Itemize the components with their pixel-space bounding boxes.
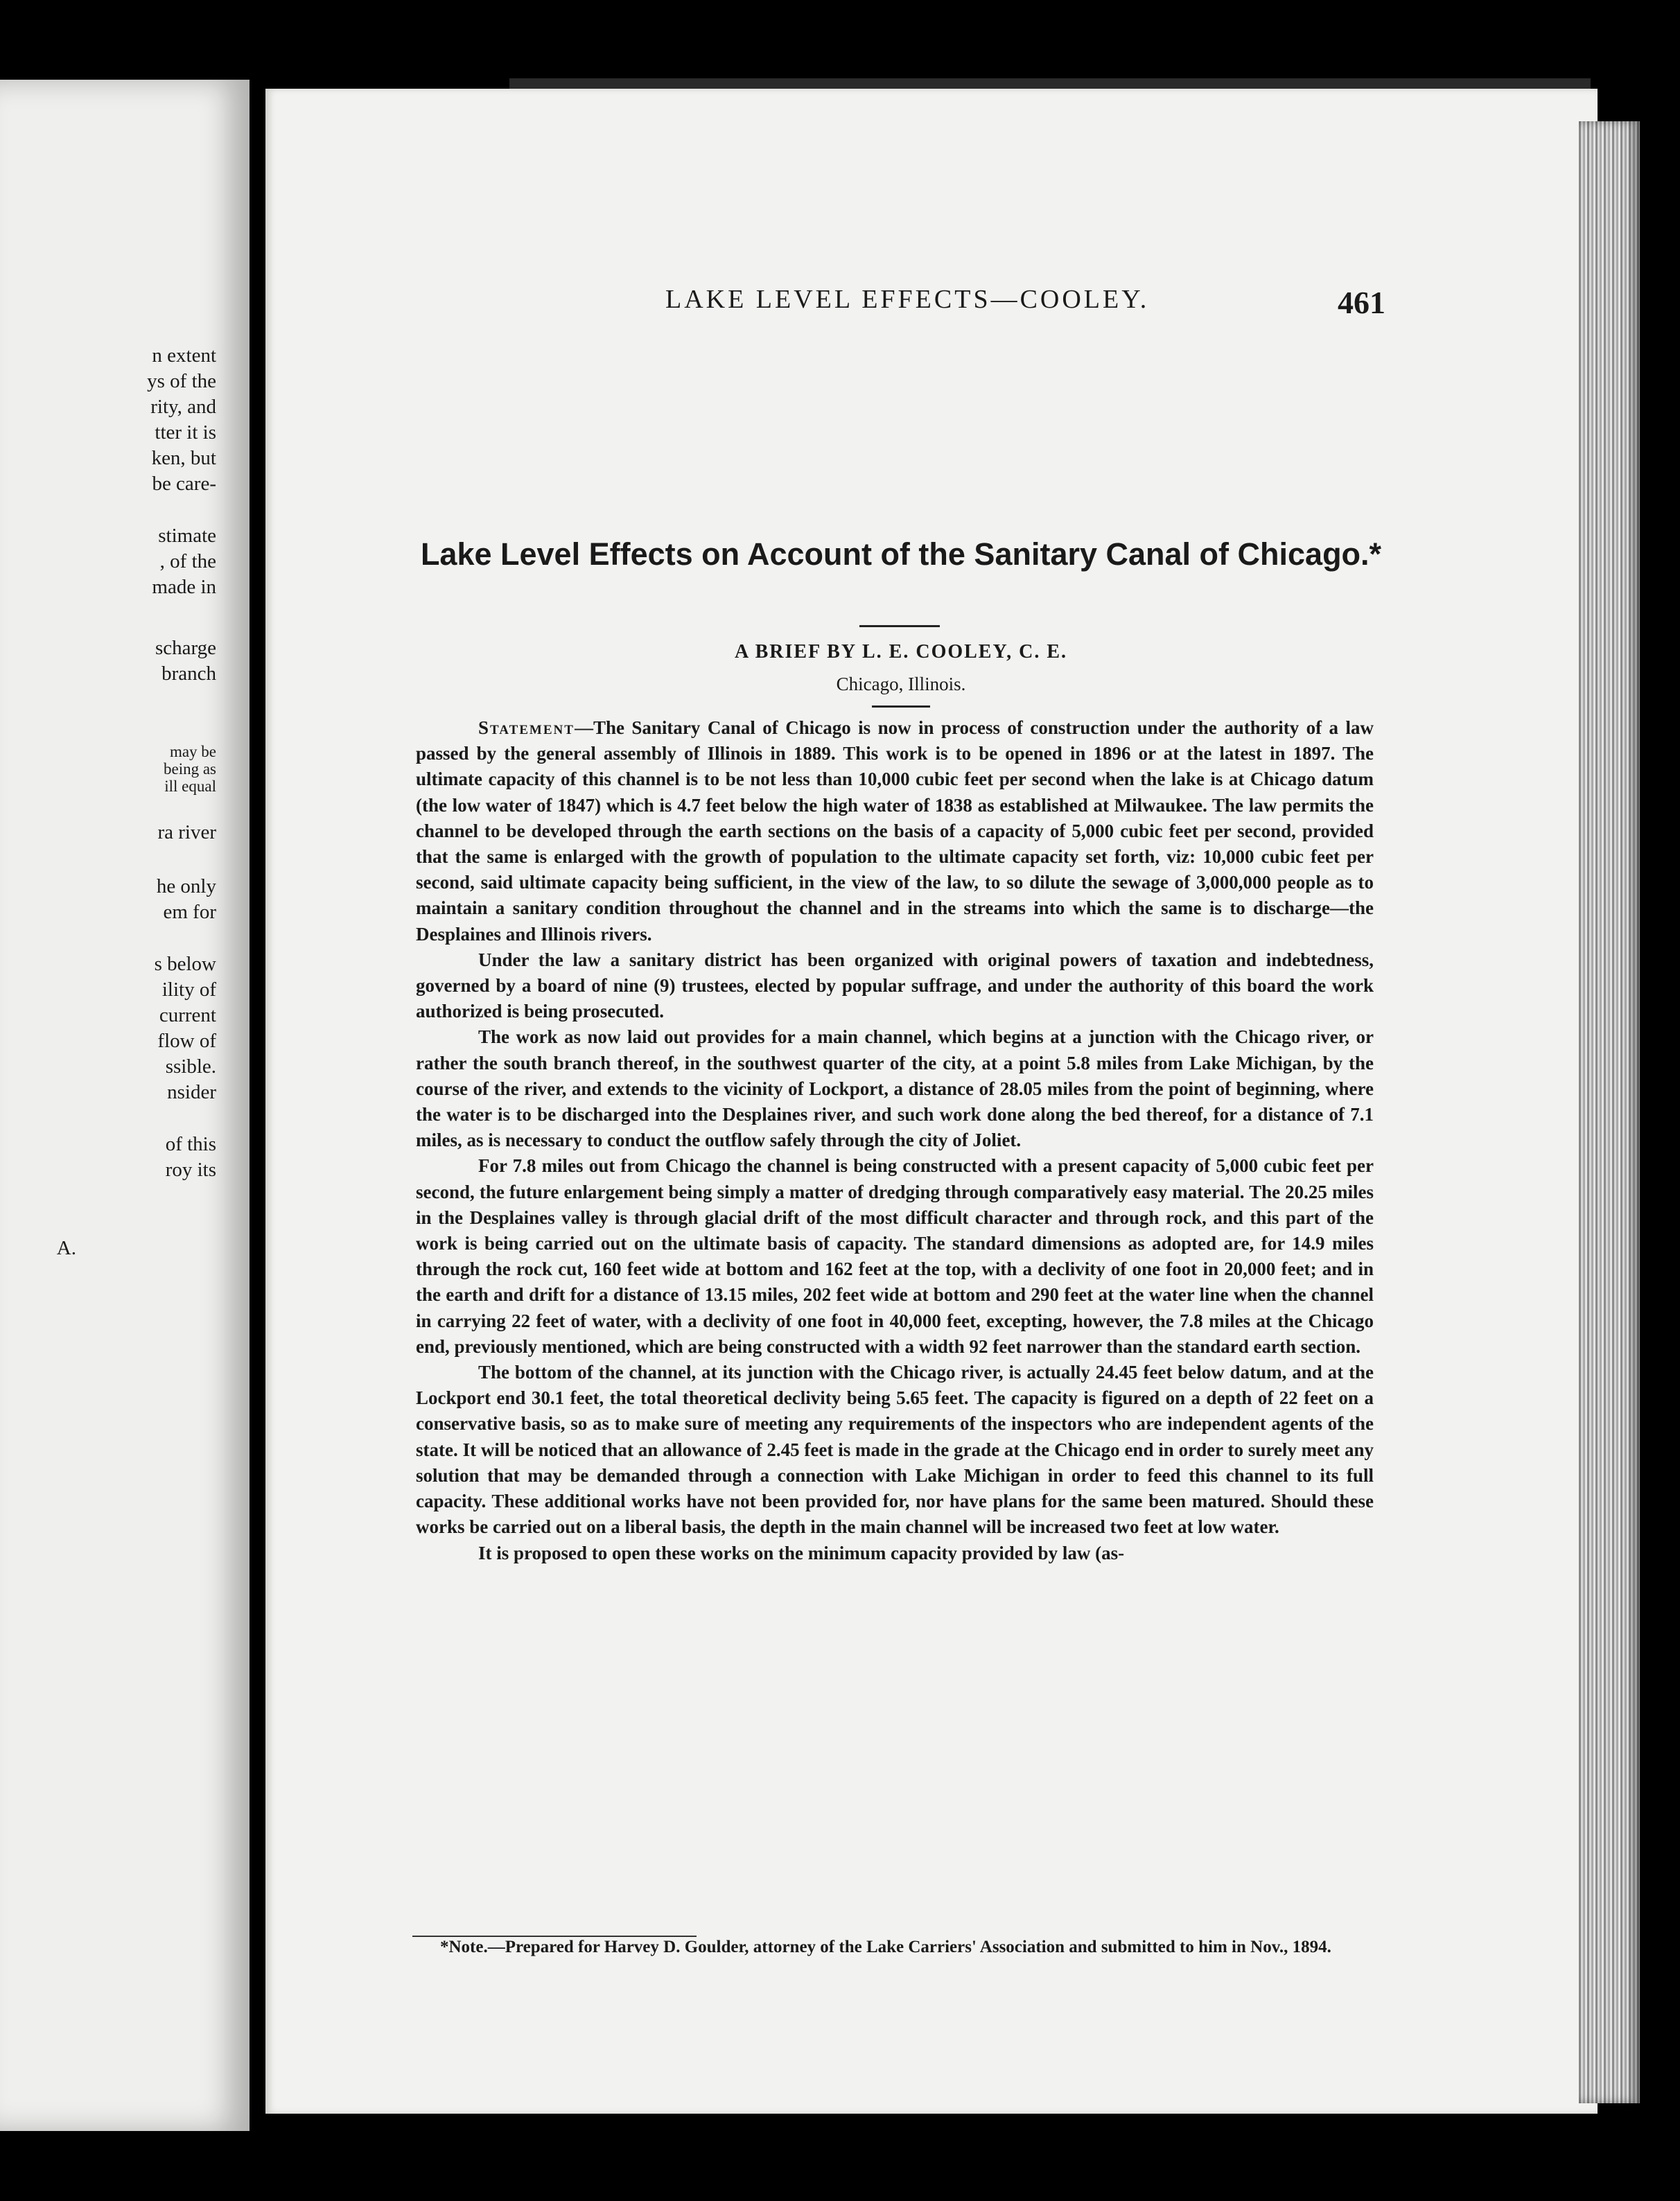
- left-page-text: ill equal: [164, 778, 216, 795]
- left-page-text: be care-: [152, 473, 216, 495]
- paragraph: The bottom of the channel, at its junction with the Chicago river, is actually 24.45 feet below datum, and at the Lockport end 30.1 feet, the total theoretical declivity being 5.65 feet. The capacity is figured on a depth of 22 feet on a conservative basis, so as to make sure of meeting any requirements of the inspectors who are independent agents of the state. It will be noticed that an allowance of 2.45 feet is made in the grade at the Chicago end in order to surely meet any solution that may be demanded through a connection with Lake Michigan in order to feed this channel to its full capacity. These additional works have not been provided for, nor have plans for the same been matured. Should these works be carried out on a liberal basis, the depth in the main channel will be increased two feet at low water.: [416, 1362, 1374, 1538]
- left-facing-page: [0, 80, 250, 2131]
- left-page-text: may be: [169, 743, 216, 760]
- footnote-text: *Note.—Prepared for Harvey D. Goulder, attorney of the Lake Carriers' Association and submitted to him in Nov., 1894.: [440, 1938, 1331, 1956]
- paragraph: It is proposed to open these works on the minimum capacity provided by law (as-: [478, 1542, 1125, 1563]
- left-page-text: em for: [163, 901, 216, 923]
- page-number: 461: [1338, 285, 1385, 320]
- running-head: LAKE LEVEL EFFECTS—COOLEY.: [665, 285, 1150, 314]
- statement-label: Statement: [478, 717, 575, 738]
- footnote: [412, 1938, 1376, 1957]
- left-page-text: ra river: [157, 821, 216, 843]
- left-page-text: A.: [56, 1237, 76, 1259]
- left-page-text: tter it is: [155, 421, 216, 444]
- left-page-text: scharge: [155, 637, 216, 659]
- left-page-text: rity, and: [150, 396, 216, 418]
- paragraph-text: —The Sanitary Canal of Chicago is now in process of construction under the authority of a law passed by the general assembly of Illinois in 1889. This work is to be opened in 1896 or at the latest in 1897. The ultimate capacity of this channel is to be not less than 10,000 cubic feet per second when the lake is at Chicago datum (the low water of 1847) which is 4.7 feet below the high water of 1838 as established at Milwaukee. The law permits the channel to be developed through the earth sections on the basis of a capacity of 5,000 cubic feet per second, provided that the same is enlarged with the growth of population to the ultimate capacity set forth, viz: 10,000 cubic feet per second, said ultimate capacity being sufficient, in the view of the law, to so dilute the sewage of 3,000,000 people as to maintain a sanitary condition throughout the channel and in the streams into which the same is to discharge—the Desplaines and Illinois rivers.: [416, 717, 1374, 945]
- paragraph: For 7.8 miles out from Chicago the channel is being constructed with a present capacity of 5,000 cubic feet per second, the future enlargement being simply a matter of dredging through comparatively easy material. The 20.25 miles in the Desplaines valley is through glacial drift of the most difficult character and through rock, and this part of the work is being carried out on the ultimate basis of capacity. The standard dimensions as adopted are, for 14.9 miles through the rock cut, 160 feet wide at bottom and 162 feet at the top, with a declivity of one foot in 20,000 feet; and in the earth and drift for a distance of 13.15 miles, 202 feet wide at bottom and 290 feet at the water line when the channel in carrying 22 feet of water, with a declivity of one foot in 40,000 feet, excepting, however, the 7.8 miles at the Chicago end, previously mentioned, which are being constructed with a width 92 feet narrower than the standard earth section.: [416, 1155, 1374, 1357]
- byline-rule: [872, 705, 930, 708]
- left-page-text: ys of the: [147, 370, 216, 392]
- left-page-text: n extent: [152, 344, 216, 367]
- paragraph: Under the law a sanitary district has been organized with original powers of taxation and indebtedness, governed by a board of nine (9) trustees, elected by popular suffrage, and under the authority of this board the work authorized is being prosecuted.: [416, 949, 1374, 1022]
- left-page-text: he only: [156, 875, 216, 897]
- left-page-text: ssible.: [165, 1055, 216, 1078]
- left-page-text: s below: [154, 953, 216, 975]
- left-page-text: of this: [165, 1133, 216, 1155]
- left-page-text: ken, but: [151, 447, 216, 469]
- article-title: Lake Level Effects on Account of the Sanitary Canal of Chicago.*: [420, 536, 1382, 572]
- title-rule: [859, 625, 940, 627]
- left-page-text: made in: [152, 576, 216, 598]
- left-page-text: current: [159, 1004, 216, 1026]
- left-page-text: branch: [161, 663, 216, 685]
- paragraph: [416, 715, 1374, 947]
- byline: A BRIEF BY L. E. COOLEY, C. E.: [734, 641, 1068, 663]
- left-page-text: nsider: [167, 1081, 216, 1103]
- left-page-text: flow of: [157, 1030, 216, 1052]
- paragraph: The work as now laid out provides for a main channel, which begins at a junction with the Chicago river, or rather the south branch thereof, in the southwest quarter of the city, at a point 5.8 miles from Lake Michigan, by the course of the river, and extends to the vicinity of Lockport, a distance of 28.05 miles from the point of beginning, where the water is to be discharged into the Desplaines river, and such work done along the bed thereof, for a distance of 7.1 miles, as is necessary to conduct the outflow safely through the city of Joliet.: [416, 1026, 1374, 1151]
- left-page-text: , of the: [159, 550, 216, 572]
- left-page-text: being as: [163, 760, 216, 778]
- left-page-text: roy its: [165, 1159, 216, 1181]
- article-body: [416, 715, 1374, 1566]
- page-edge-stack: [1579, 121, 1640, 2103]
- affiliation: Chicago, Illinois.: [836, 674, 966, 694]
- left-page-text: stimate: [158, 525, 216, 547]
- left-page-text: ility of: [161, 979, 216, 1001]
- footnote-rule: [412, 1936, 697, 1937]
